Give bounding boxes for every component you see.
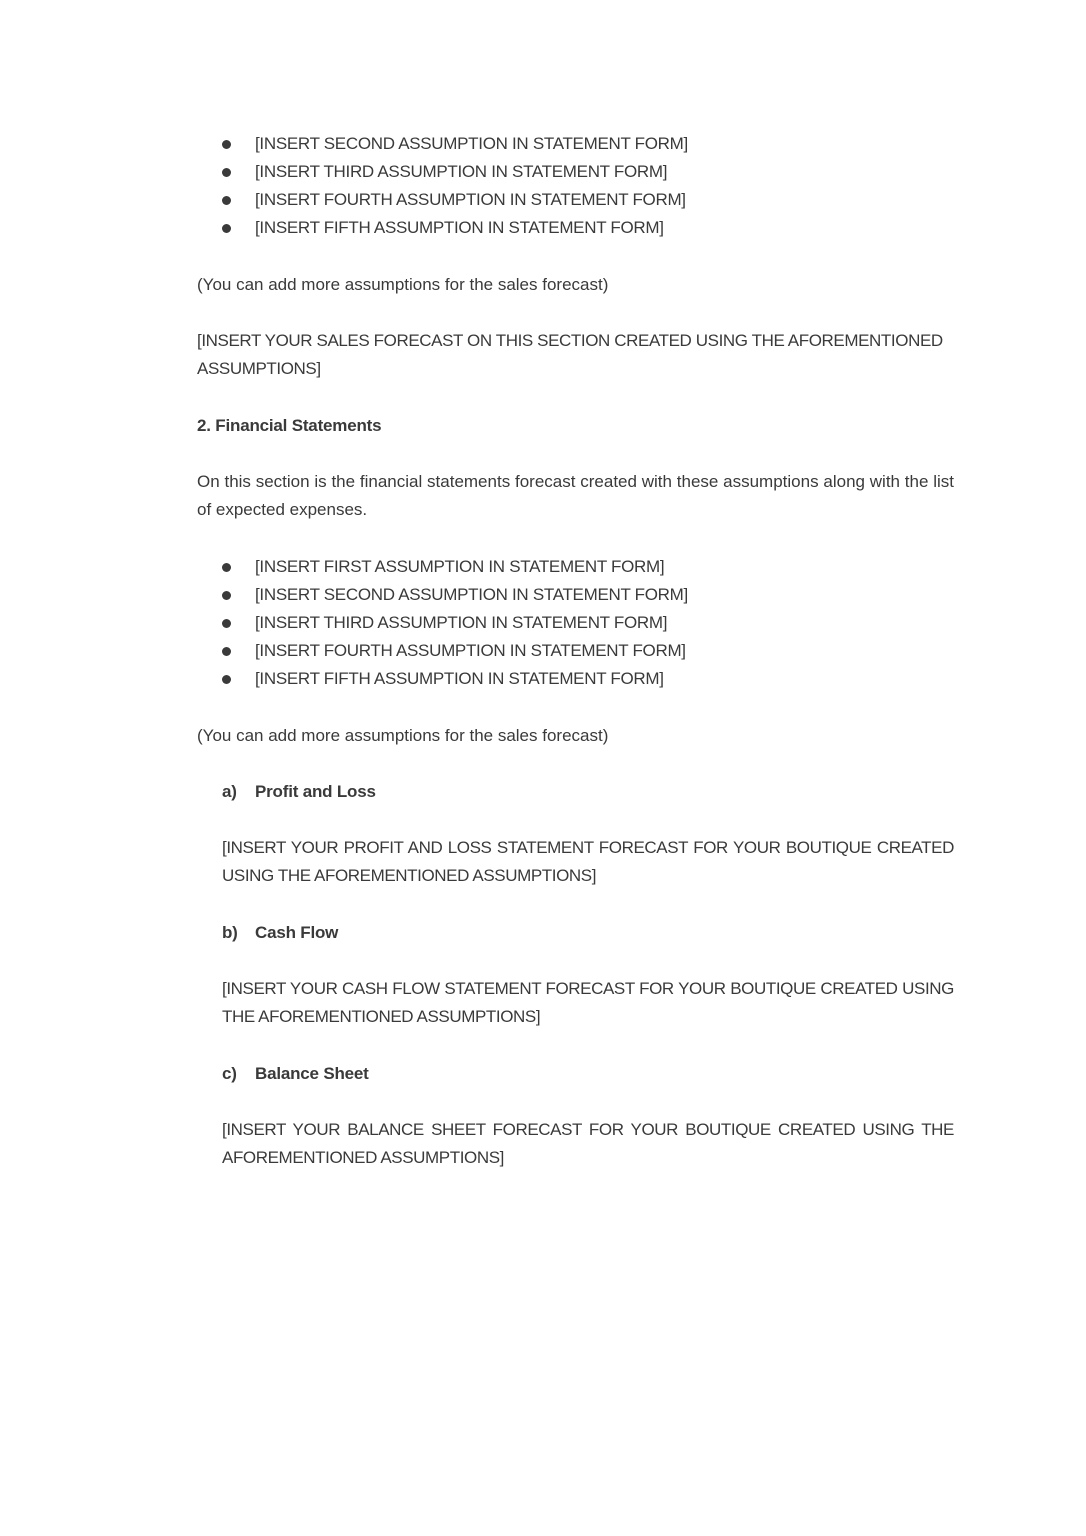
- list-item-text: [INSERT FIFTH ASSUMPTION IN STATEMENT FORM]: [255, 218, 664, 237]
- bullet-icon: [222, 224, 231, 233]
- cash-flow-placeholder: [INSERT YOUR CASH FLOW STATEMENT FORECAST FOR YOUR BOUTIQUE CREATED USING THE AFOREMENTIONED ASSUMPTIONS]: [222, 979, 954, 1026]
- list-item-text: [INSERT SECOND ASSUMPTION IN STATEMENT FORM]: [255, 134, 688, 153]
- subsection-heading-profit-and-loss: [222, 778, 376, 806]
- bullet-icon: [222, 168, 231, 177]
- subsection-title: Balance Sheet: [255, 1064, 369, 1083]
- section-heading-financial-statements: 2. Financial Statements: [197, 416, 382, 435]
- list-item-text: [INSERT FIRST ASSUMPTION IN STATEMENT FORM]: [255, 557, 665, 576]
- subsection-title: Profit and Loss: [255, 782, 376, 801]
- list-item-text: [INSERT THIRD ASSUMPTION IN STATEMENT FORM]: [255, 613, 668, 632]
- sales-assumptions-note: (You can add more assumptions for the sales forecast): [197, 275, 609, 294]
- subsection-title: Cash Flow: [255, 923, 339, 942]
- financial-assumptions-note: (You can add more assumptions for the sales forecast): [197, 726, 609, 745]
- list-item-text: [INSERT SECOND ASSUMPTION IN STATEMENT FORM]: [255, 585, 688, 604]
- bullet-icon: [222, 140, 231, 149]
- profit-and-loss-placeholder: [INSERT YOUR PROFIT AND LOSS STATEMENT FORECAST FOR YOUR BOUTIQUE CREATED USING THE AFOREMENTIONED ASSUMPTIONS]: [222, 838, 954, 885]
- subsection-heading-balance-sheet: [222, 1060, 369, 1088]
- bullet-icon: [222, 619, 231, 628]
- list-item-text: [INSERT THIRD ASSUMPTION IN STATEMENT FORM]: [255, 162, 668, 181]
- list-item-text: [INSERT FIFTH ASSUMPTION IN STATEMENT FORM]: [255, 669, 664, 688]
- balance-sheet-placeholder: [INSERT YOUR BALANCE SHEET FORECAST FOR YOUR BOUTIQUE CREATED USING THE AFOREMENTIONED ASSUMPTIONS]: [222, 1120, 954, 1167]
- bullet-icon: [222, 647, 231, 656]
- list-item-text: [INSERT FOURTH ASSUMPTION IN STATEMENT FORM]: [255, 190, 686, 209]
- sales-forecast-placeholder: [INSERT YOUR SALES FORECAST ON THIS SECTION CREATED USING THE AFOREMENTIONED ASSUMPTIONS]: [197, 331, 943, 378]
- subsection-marker: a): [222, 782, 237, 801]
- bullet-icon: [222, 591, 231, 600]
- subsection-marker: c): [222, 1064, 237, 1083]
- financial-statements-intro: On this section is the financial statements forecast created with these assumptions along with the list of expected expenses.: [197, 472, 954, 519]
- bullet-icon: [222, 675, 231, 684]
- bullet-icon: [222, 563, 231, 572]
- subsection-marker: b): [222, 923, 238, 942]
- subsection-heading-cash-flow: [222, 919, 338, 947]
- list-item-text: [INSERT FOURTH ASSUMPTION IN STATEMENT FORM]: [255, 641, 686, 660]
- bullet-icon: [222, 196, 231, 205]
